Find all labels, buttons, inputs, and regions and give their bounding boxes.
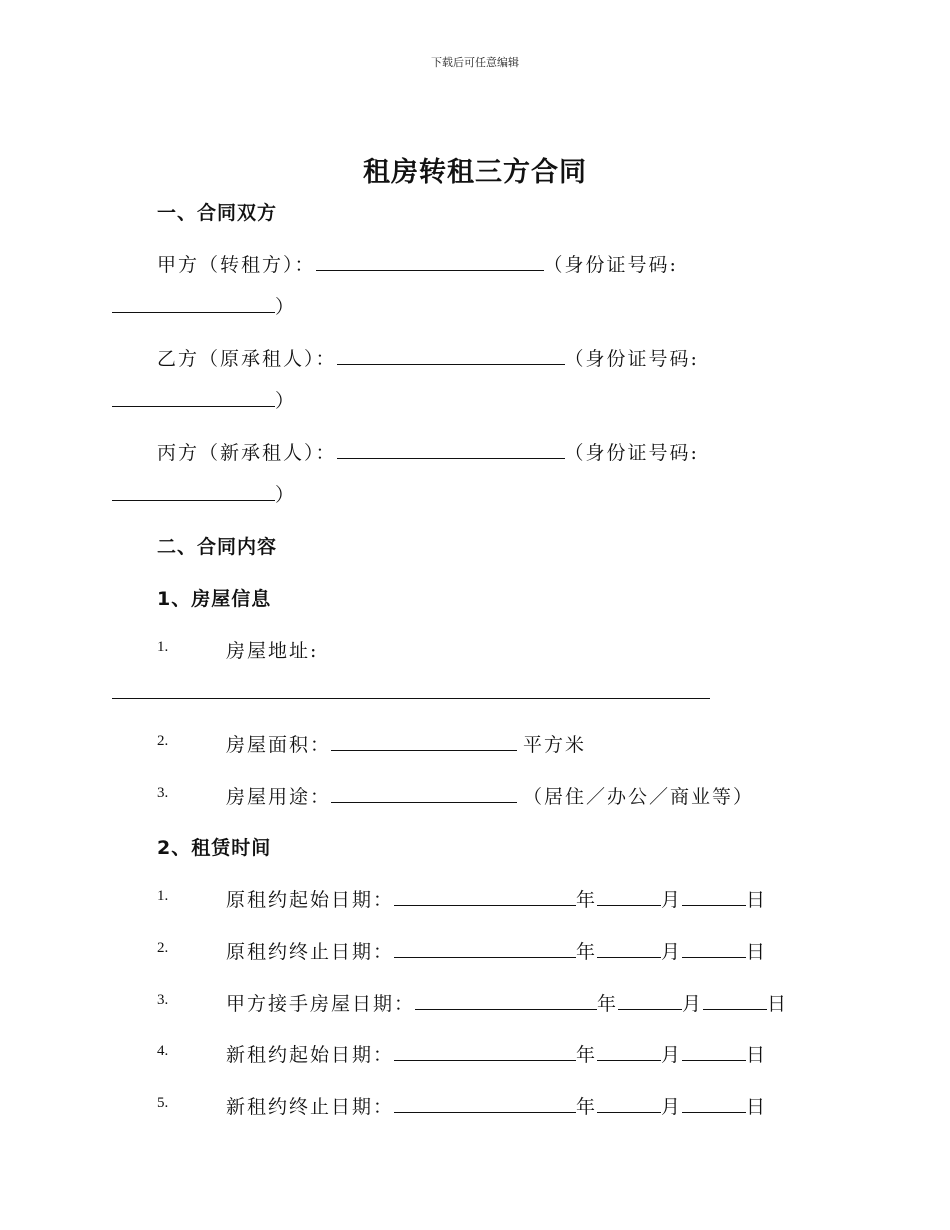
day-unit: 日	[746, 1096, 768, 1118]
party-b-id-row	[112, 386, 296, 413]
house-use-field[interactable]	[331, 782, 517, 803]
month-unit: 月	[661, 1044, 683, 1066]
year-unit: 年	[576, 889, 598, 911]
party-b-label: 乙方（原承租人）：	[157, 348, 337, 370]
party-a-id-field[interactable]	[112, 292, 275, 313]
month-field[interactable]	[597, 1040, 661, 1061]
takeover-date-row	[226, 989, 788, 1016]
date-item-number: 5.	[157, 1095, 169, 1111]
original-start-date-row	[226, 885, 767, 912]
day-field[interactable]	[703, 989, 767, 1010]
day-unit: 日	[746, 941, 768, 963]
year-unit: 年	[597, 993, 619, 1015]
house-use-hint: （居住／办公／商业等）	[523, 786, 755, 808]
header-note: 下载后可任意编辑	[431, 56, 519, 69]
month-unit: 月	[661, 889, 683, 911]
year-unit: 年	[576, 941, 598, 963]
party-b-id-close: ）	[275, 390, 297, 412]
party-c-id-field[interactable]	[112, 480, 275, 501]
subsection-heading-lease-time: 2、租赁时间	[157, 837, 272, 859]
house-area-row	[226, 730, 586, 757]
month-unit: 月	[661, 941, 683, 963]
day-unit: 日	[746, 889, 768, 911]
date-item-number: 2.	[157, 940, 169, 956]
party-c-id-row	[112, 480, 296, 507]
new-end-date-row	[226, 1092, 767, 1119]
party-a-id-close: ）	[275, 296, 297, 318]
year-unit: 年	[576, 1044, 598, 1066]
house-address-field[interactable]	[112, 698, 710, 699]
date-label: 甲方接手房屋日期：	[226, 993, 416, 1015]
party-a-name-field[interactable]	[316, 250, 544, 271]
house-use-row	[226, 782, 754, 809]
house-area-unit: 平方米	[523, 734, 587, 756]
month-unit: 月	[682, 993, 704, 1015]
month-field[interactable]	[597, 937, 661, 958]
day-unit: 日	[746, 1044, 768, 1066]
house-item-number: 3.	[157, 785, 169, 801]
date-item-number: 4.	[157, 1043, 169, 1059]
new-start-date-row	[226, 1040, 767, 1067]
month-unit: 月	[661, 1096, 683, 1118]
year-unit: 年	[576, 1096, 598, 1118]
year-field[interactable]	[394, 937, 576, 958]
party-c-label: 丙方（新承租人）：	[157, 442, 337, 464]
section-heading-content: 二、合同内容	[157, 536, 278, 558]
day-unit: 日	[767, 993, 789, 1015]
party-c-id-open: （身份证号码:	[564, 442, 699, 464]
day-field[interactable]	[682, 1092, 746, 1113]
year-field[interactable]	[394, 885, 576, 906]
month-field[interactable]	[597, 885, 661, 906]
house-item-number: 1.	[157, 639, 169, 655]
party-c-row	[157, 438, 699, 465]
date-label: 新租约终止日期：	[226, 1096, 395, 1118]
house-area-label: 房屋面积：	[226, 734, 332, 756]
party-a-row	[157, 250, 678, 277]
party-a-id-open: （身份证号码:	[543, 254, 678, 276]
day-field[interactable]	[682, 885, 746, 906]
day-field[interactable]	[682, 1040, 746, 1061]
year-field[interactable]	[394, 1040, 576, 1061]
house-item-number: 2.	[157, 733, 169, 749]
original-end-date-row	[226, 937, 767, 964]
subsection-heading-house-info: 1、房屋信息	[157, 588, 272, 610]
party-c-id-close: ）	[275, 484, 297, 506]
year-field[interactable]	[415, 989, 597, 1010]
month-field[interactable]	[597, 1092, 661, 1113]
date-label: 新租约起始日期：	[226, 1044, 395, 1066]
party-a-id-row	[112, 292, 296, 319]
party-a-label: 甲方（转租方）：	[157, 254, 316, 276]
date-label: 原租约起始日期：	[226, 889, 395, 911]
party-b-row	[157, 344, 699, 371]
section-heading-parties: 一、合同双方	[157, 202, 278, 224]
date-item-number: 3.	[157, 992, 169, 1008]
month-field[interactable]	[618, 989, 682, 1010]
document-title: 租房转租三方合同	[363, 157, 587, 188]
house-area-field[interactable]	[331, 730, 517, 751]
party-c-name-field[interactable]	[337, 438, 565, 459]
party-b-id-field[interactable]	[112, 386, 275, 407]
party-b-id-open: （身份证号码:	[564, 348, 699, 370]
house-address-label: 房屋地址:	[226, 640, 319, 662]
year-field[interactable]	[394, 1092, 576, 1113]
party-b-name-field[interactable]	[337, 344, 565, 365]
date-label: 原租约终止日期：	[226, 941, 395, 963]
date-item-number: 1.	[157, 888, 169, 904]
day-field[interactable]	[682, 937, 746, 958]
house-use-label: 房屋用途：	[226, 786, 332, 808]
